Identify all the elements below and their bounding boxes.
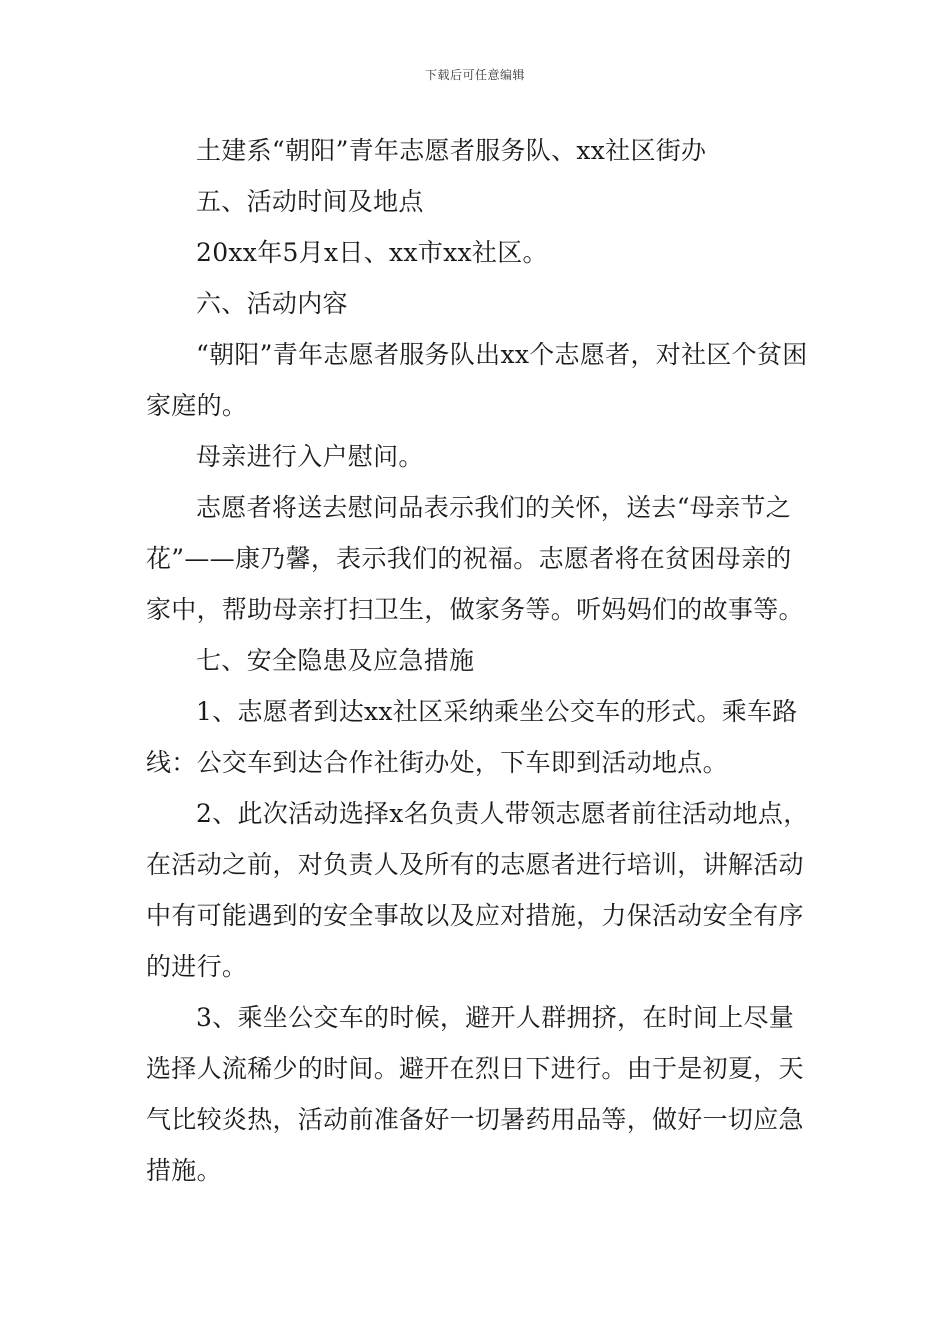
paragraph-activity-content: “朝阳”青年志愿者服务队出xx个志愿者，对社区个贫困家庭的。 [146,340,808,420]
paragraph-organizers: 土建系“朝阳”青年志愿者服务队、xx社区街办 [196,136,707,165]
heading-section-5: 五、活动时间及地点 [196,187,424,216]
paragraph-safety-item-2: 2、此次活动选择x名负责人带领志愿者前往活动地点，在活动之前，对负责人及所有的志愿者进行培训，讲解活动中有可能遇到的安全事故以及应对措施，力保活动安全有序的进行。 [146,799,809,981]
paragraph-volunteer-actions: 志愿者将送去慰问品表示我们的关怀，送去“母亲节之花”——康乃馨，表示我们的祝福。志愿者将在贫困母亲的家中，帮助母亲打扫卫生，做家务等。听妈妈们的故事等。 [146,493,804,624]
page-header: 下载后可任意编辑 [424,68,525,82]
paragraph-time-location: 20xx年5月x日、xx市xx社区。 [196,238,548,267]
document-body [146,125,810,1196]
paragraph-safety-item-3: 3、乘坐公交车的时候，避开人群拥挤，在时间上尽量选择人流稀少的时间。避开在烈日下进行。由于是初夏，天气比较炎热，活动前准备好一切暑药用品等，做好一切应急措施。 [146,1003,804,1185]
paragraph-home-visit: 母亲进行入户慰问。 [196,442,424,471]
heading-section-6: 六、活动内容 [196,289,348,318]
paragraph-safety-item-1: 1、志愿者到达xx社区采纳乘坐公交车的形式。乘车路线：公交车到达合作社街办处，下车即到活动地点。 [146,697,798,777]
heading-section-7: 七、安全隐患及应急措施 [196,646,475,675]
